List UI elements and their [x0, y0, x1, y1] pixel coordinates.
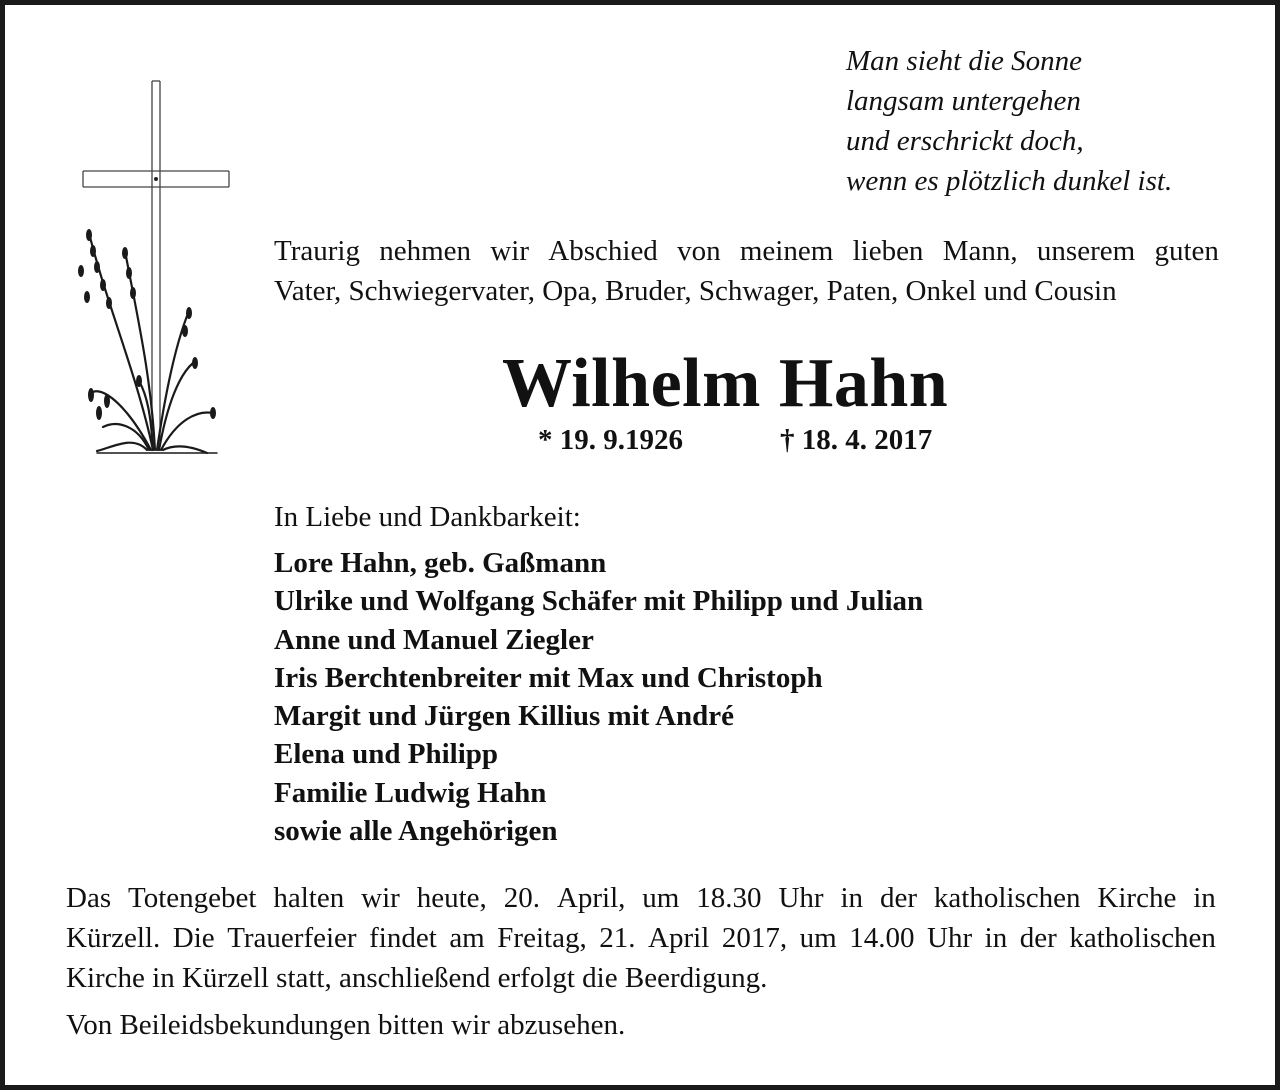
intro-text [274, 231, 1219, 311]
word: 21. [599, 922, 636, 954]
word: Kirche [1097, 882, 1177, 914]
family-member: Lore Hahn, geb. Gaßmann [274, 547, 607, 579]
word: in [984, 922, 1008, 954]
service-line-1 [66, 878, 1216, 918]
word: nehmen [379, 235, 472, 267]
intro-line-1 [274, 231, 1219, 271]
word: 18.30 [696, 882, 762, 914]
family-list [274, 544, 923, 850]
word: in [840, 882, 864, 914]
word: guten [1154, 235, 1219, 267]
word: Uhr [778, 882, 824, 914]
word: Traurig [274, 235, 360, 267]
family-member: Elena und Philipp [274, 738, 499, 771]
word: am [449, 922, 485, 954]
word: 2017, [721, 922, 788, 954]
word: Freitag, [497, 922, 587, 954]
closing-note: Von Beileidsbekundungen bitten wir abzusehen. [66, 1009, 626, 1041]
word: Das [66, 882, 112, 914]
word: in [1193, 882, 1216, 914]
word: halten [273, 882, 345, 914]
intro-line-2: Vater, Schwiegervater, Opa, Bruder, Schwager, Paten, Onkel und Cousin [274, 275, 1117, 307]
word: April, [556, 882, 626, 914]
word: der [879, 882, 917, 914]
service-line-2 [66, 918, 1216, 958]
cross-grass-image [67, 75, 237, 467]
family-member: Anne und Manuel Ziegler [274, 623, 594, 656]
death-date: † 18. 4. 2017 [780, 424, 933, 456]
word: 14.00 [849, 922, 915, 954]
word: heute, [416, 882, 487, 914]
family-member: Ulrike und Wolfgang Schäfer mit Philipp und Julian [274, 585, 924, 618]
word: Abschied [548, 235, 658, 267]
family-member: Margit und Jürgen Killius mit André [274, 700, 735, 733]
word: Mann, [942, 235, 1018, 267]
poem-line: Man sieht die Sonne [846, 45, 1082, 77]
cross-icon [83, 81, 229, 447]
word: meinem [739, 235, 834, 267]
word: der [1019, 922, 1057, 954]
poem-line: und erschrickt doch, [846, 125, 1084, 157]
word: wir [361, 882, 400, 914]
word: von [677, 235, 721, 267]
poem-line: wenn es plötzlich dunkel ist. [846, 165, 1173, 197]
deceased-name: Wilhelm Hahn [502, 345, 949, 422]
word: lieben [852, 235, 924, 267]
word: unserem [1036, 235, 1136, 267]
service-line-3: Kirche in Kürzell statt, anschließend erfolgt die Beerdigung. [66, 962, 768, 994]
word: 20. [503, 882, 540, 914]
word: katholischen [1069, 922, 1216, 954]
service-info [66, 878, 1216, 998]
word: katholischen [933, 882, 1081, 914]
emblem [67, 75, 237, 467]
family-member: sowie alle Angehörigen [274, 815, 558, 848]
word: Die [172, 922, 215, 954]
word: findet [369, 922, 437, 954]
family-member: Iris Berchtenbreiter mit Max und Christoph [274, 661, 823, 694]
word: um [799, 922, 837, 954]
word: Kürzell. [66, 922, 161, 954]
word: April [648, 922, 710, 954]
thanks-heading: In Liebe und Dankbarkeit: [274, 501, 581, 533]
word: Uhr [927, 922, 973, 954]
grass-icon [89, 233, 217, 453]
word: um [642, 882, 680, 914]
family-member: Familie Ludwig Hahn [274, 776, 547, 809]
word: Trauerfeier [227, 922, 357, 954]
birth-date: * 19. 9.1926 [538, 424, 683, 456]
poem [846, 41, 1266, 201]
word: wir [490, 235, 529, 267]
word: Totengebet [128, 882, 257, 914]
poem-line: langsam untergehen [846, 85, 1081, 117]
